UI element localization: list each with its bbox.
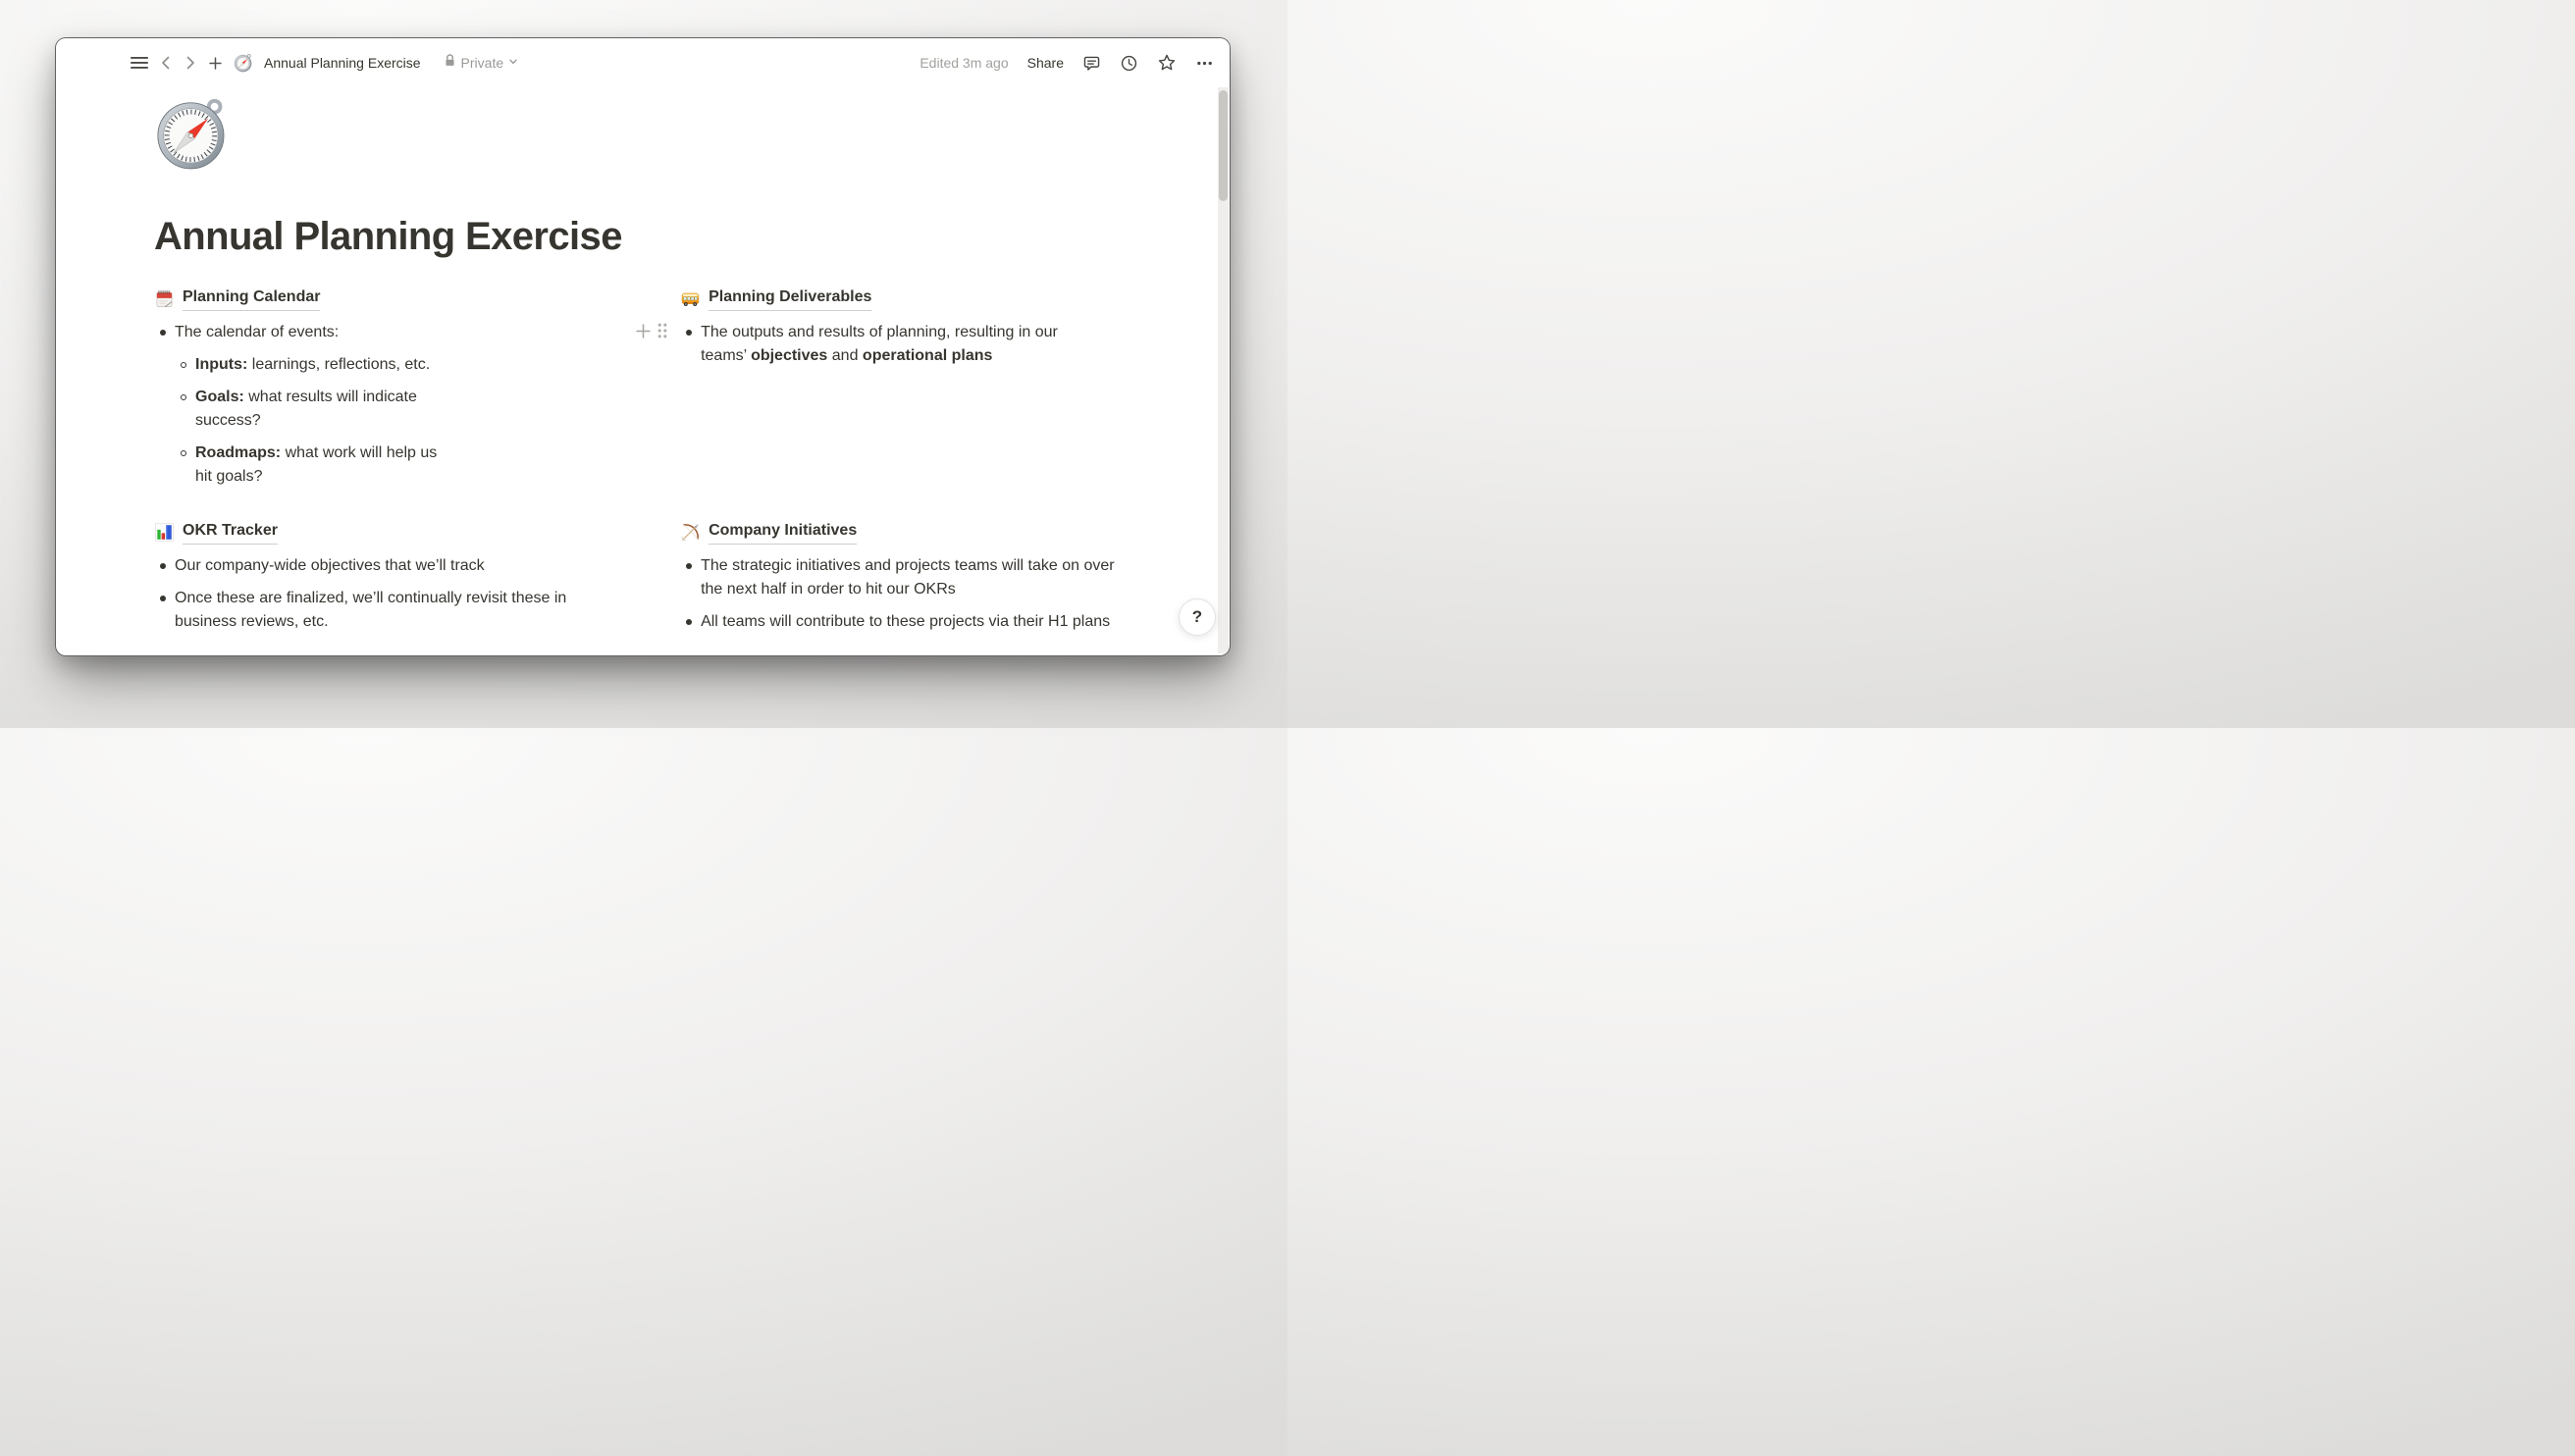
text-segment: what work will help us hit goals?	[195, 444, 438, 485]
block-handles	[635, 322, 668, 339]
bullet-line[interactable]	[154, 550, 626, 582]
desktop-background	[0, 0, 1288, 728]
bullet-text	[195, 353, 443, 377]
bullet-item	[680, 606, 1137, 638]
topbar	[56, 38, 1230, 87]
edited-timestamp: Edited 3m ago	[920, 55, 1009, 71]
bullet-text	[175, 587, 626, 634]
content-row-1	[154, 286, 1137, 494]
bold-text-segment: Roadmaps:	[195, 444, 282, 461]
help-button[interactable]: ?	[1179, 598, 1216, 636]
bullet-disc-marker	[154, 587, 175, 634]
drag-handle-icon[interactable]	[657, 322, 668, 339]
bar-chart-icon	[154, 522, 175, 543]
bullet-disc-marker	[154, 554, 175, 578]
bullet-list	[175, 349, 626, 493]
topbar-right	[920, 53, 1214, 73]
bullet-item	[154, 583, 626, 638]
bullet-disc-marker	[680, 610, 701, 634]
text-segment: The calendar of events:	[175, 324, 340, 340]
page-title[interactable]: Annual Planning Exercise	[154, 215, 622, 258]
bullet-text	[701, 554, 1137, 601]
bullet-item	[154, 550, 626, 582]
school-bus-icon	[680, 288, 701, 309]
text-segment: what results will indicate success?	[195, 389, 417, 429]
section-header	[154, 519, 626, 545]
bold-text-segment: Inputs:	[195, 356, 248, 373]
bold-text-segment: operational plans	[862, 347, 993, 364]
bullet-list	[154, 317, 626, 493]
bullet-disc-marker	[154, 321, 175, 344]
bullet-item	[175, 349, 626, 381]
text-segment: learnings, reflections, etc.	[247, 356, 431, 373]
section-link-company-initiatives[interactable]: Company Initiatives	[709, 519, 857, 545]
bold-text-segment: objectives	[751, 347, 828, 364]
bow-and-arrow-icon	[680, 522, 701, 543]
bullet-item	[680, 317, 1137, 372]
scrollbar-thumb[interactable]	[1219, 90, 1228, 201]
lock-icon	[444, 53, 456, 73]
share-button[interactable]: Share	[1026, 55, 1064, 71]
bullet-circle-marker	[175, 353, 195, 377]
bullet-list	[680, 317, 1137, 372]
bullet-item	[175, 382, 626, 437]
bullet-list	[154, 550, 626, 638]
notion-window	[55, 37, 1231, 656]
text-segment: The strategic initiatives and projects teams will take on over the next half in order to hit our OKRs	[701, 557, 1115, 598]
bullet-line[interactable]	[154, 583, 626, 638]
privacy-control[interactable]	[444, 53, 519, 73]
bullet-line[interactable]	[680, 317, 1137, 372]
privacy-label: Private	[460, 55, 504, 71]
bullet-item	[175, 438, 626, 493]
text-segment: Our company-wide objectives that we’ll track	[175, 557, 485, 574]
bullet-disc-marker	[680, 554, 701, 601]
page-emoji-compass-icon[interactable]	[154, 95, 231, 172]
section-link-okr-tracker[interactable]: OKR Tracker	[183, 519, 278, 545]
comments-icon[interactable]	[1082, 54, 1101, 73]
bullet-text	[175, 554, 626, 578]
bullet-line[interactable]	[154, 317, 626, 348]
text-segment: All teams will contribute to these projects via their H1 plans	[701, 613, 1111, 630]
breadcrumb-page-title[interactable]: Annual Planning Exercise	[264, 55, 421, 71]
text-segment: The outputs and results of planning, resulting in our teams’	[701, 324, 1058, 364]
section-header	[680, 519, 1137, 545]
section-company-initiatives	[680, 519, 1137, 639]
bullet-text	[701, 321, 1091, 368]
bullet-circle-marker	[175, 386, 195, 433]
bullet-line[interactable]	[680, 606, 1137, 638]
nav-forward-icon[interactable]	[184, 55, 197, 71]
section-link-planning-deliverables[interactable]: Planning Deliverables	[709, 286, 871, 311]
bullet-text	[195, 442, 443, 489]
section-planning-deliverables	[680, 286, 1137, 494]
spiral-calendar-icon	[154, 288, 175, 309]
version-history-icon[interactable]	[1120, 54, 1138, 73]
breadcrumb-page-compass-icon[interactable]	[234, 53, 253, 73]
favorite-star-icon[interactable]	[1157, 53, 1177, 73]
nav-back-icon[interactable]	[159, 55, 173, 71]
vertical-scrollbar[interactable]	[1218, 87, 1229, 653]
section-planning-calendar	[154, 286, 626, 494]
text-segment: and	[827, 347, 863, 364]
content-row-2	[154, 519, 1137, 639]
page-content	[56, 87, 1230, 639]
section-okr-tracker	[154, 519, 626, 639]
bullet-line[interactable]	[175, 438, 626, 493]
bullet-circle-marker	[175, 442, 195, 489]
bullet-disc-marker	[680, 321, 701, 368]
bullet-text	[175, 321, 626, 344]
section-link-planning-calendar[interactable]: Planning Calendar	[183, 286, 320, 311]
add-block-icon[interactable]	[635, 323, 652, 339]
bullet-item	[680, 550, 1137, 605]
text-segment: Once these are finalized, we’ll continually revisit these in business reviews, etc.	[175, 590, 567, 630]
bullet-line[interactable]	[680, 550, 1137, 605]
bullet-list	[680, 550, 1137, 638]
sidebar-menu-icon[interactable]	[131, 55, 148, 71]
bullet-item	[154, 317, 626, 493]
bullet-text	[195, 386, 443, 433]
topbar-left	[131, 53, 920, 73]
chevron-down-icon	[508, 54, 518, 72]
bold-text-segment: Goals:	[195, 389, 244, 405]
section-header	[680, 286, 1137, 311]
new-page-icon[interactable]	[208, 56, 223, 71]
more-options-icon[interactable]	[1195, 54, 1214, 73]
bullet-text	[701, 610, 1137, 634]
bullet-line[interactable]	[175, 349, 626, 381]
section-header	[154, 286, 626, 311]
bullet-line[interactable]	[175, 382, 626, 437]
